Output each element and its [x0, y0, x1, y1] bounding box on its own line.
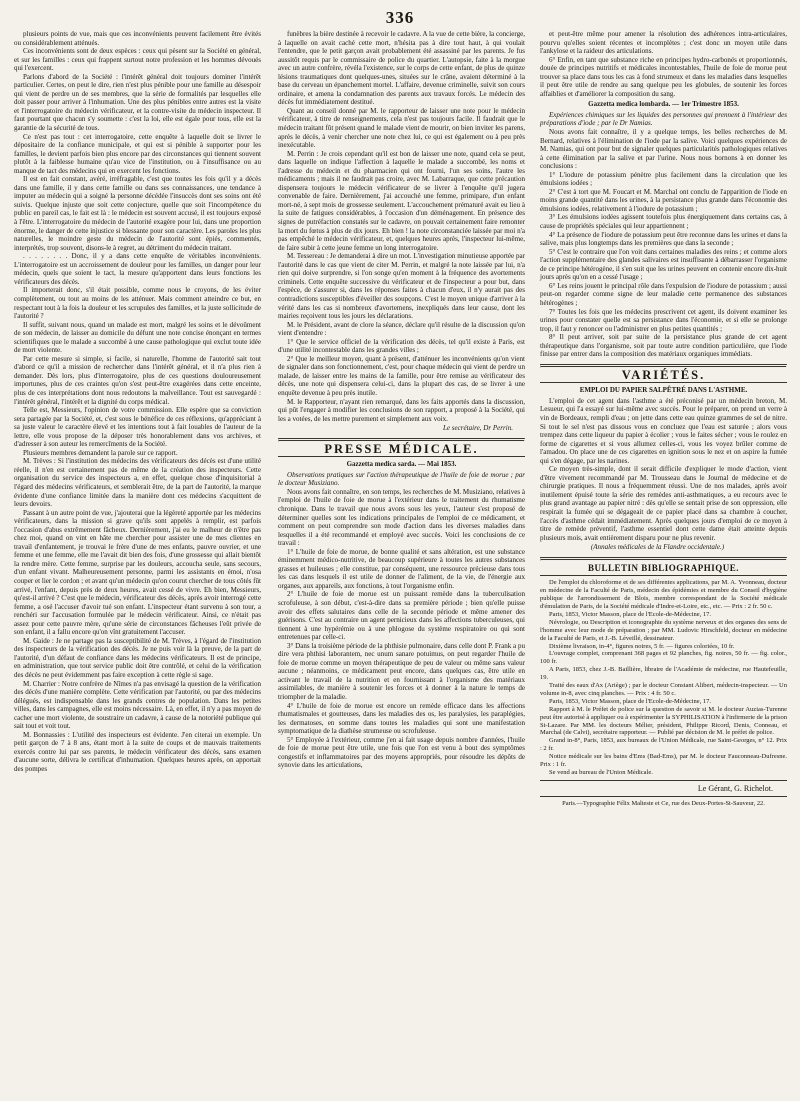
- bibliography-entry: Paris, 1853, Victor Masson, place de l'Ecole-de-Médecine, 17.: [549, 610, 712, 618]
- paragraph: M. Trèves : Si l'institution des médecins des vérificateurs des décès est d'une utilité réelle, il n'en est certainement pas de même de la création des inspecteurs. Cette organisation du service des inspecteurs a, en effet, quelque chose d'inquisitorial à l'égard des médecins vérificateurs, et semblerait être, de la part de l'autorité, la marque évidente d'une confiance limitée dans la manière dont ces médecins s'acquittent de leurs devoirs.: [14, 457, 261, 509]
- paragraph: 1° L'iodure de potassium pénètre plus facilement dans la circulation que les émulsions iodées ;: [540, 170, 787, 188]
- paragraph: Quant au conseil donné par M. le rapporteur de laisser une note pour le médecin vérificateur, à titre de renseignements, cela n'est pas toujours facile. Il faudrait que le médecin traitant fût présent quand le malade vient de mourir, on bien inviter les parens, après le décès, à venir chercher une note chez lui, ce qui est également ou à peu près inexécutable.: [278, 106, 525, 150]
- paragraph: 2° C'est à tort que M. Foucart et M. Marchal ont conclu de l'apparition de l'iode en moins grande quantité dans les urines, à la persistance plus grande dans l'économie des émulsions iodées, relativement à l'iodure de potassium ;: [540, 187, 787, 213]
- bibliography-entry: Paris, 1853, Victor Masson, place de l'Ecole-de-Médecine, 17.: [549, 697, 712, 705]
- paragraph: 2° L'huile de foie de morue est un puissant remède dans la tuberculisation scrofuleuse, à son début, c'est-à-dire dans sa première période ; bien qu'elle puisse avoir des effets salutaires dans celle de la seconde période et même amener des guérisons. C'est au contraire un agent pernicieux dans les affections tuberculeuses, qui tiennent à une hypérémie ou à une phlogose du système respiratoire ou qui sont entretenues par celle-ci.: [278, 590, 525, 642]
- bibliography-entry: Traité des eaux d'Ax (Ariège) ; par le docteur Constant Alibert, médecin-inspecteur. — Un volume in-8, avec cinq planches. — Prix : 4 fr. 50 c.: [540, 682, 787, 697]
- paragraph: M. le Président, avant de clore la séance, déclare qu'il résulte de la discussion qu'on vient d'entendre :: [278, 320, 525, 338]
- paragraph: . . . . . . . . Donc, il y a dans cette enquête de véritables inconvénients. L'interrogatoire est un accroissement de douleur pour les familles, un danger pour leur médecin, quels que soient le tact, la mesure qu'apportent dans leurs fonctions les vérificateurs des décès.: [14, 252, 261, 286]
- paragraph: Passant à un autre point de vue, j'ajouterai que la légèreté apportée par les médecins vérificateurs, dans la mission si grave qu'ils sont appelés à remplir, est parfois l'occasion d'abus extrêmement fâcheux. Dernièrement, j'ai eu le malheur de n'être pas chez moi, quand on vint en hâte me chercher pour assister une de mes clientes en travail d'enfantement, je trouvai le frère d'une de mes enfants, pauvre ouvrier, et une femme et une femme, elle me l'avait dit bien des fois, d'une grossesse qui allait bientôt la rendre mère. Cette femme, surprise par les douleurs, accoucha seule, sans secours, d'un enfant vivant. Malheureusement personne, parmi les assistants en émoi, n'osa couper et lier le cordon ; et avant qu'un médecin qu'on courut chercher de tous côtés fût arrivé, l'enfant, depuis près de deux heures, avait cessé de vivre. Eh bien, Messieurs, qu'est-il arrivé ? C'est que le médecin, vérificateur des décès, après avoir interrogé cette femme, a osé l'accuser d'avoir tué son enfant. L'inspecteur étant survenu à son tour, a renchéri sur l'accusation formulée par le médecin vérificateur. Ainsi, ce n'était pas assez pour cette pauvre mère, qu'une série de circonstances fâcheuses l'eût privée de son enfant, il a fallu encore qu'on vînt gratuitement l'accuser.: [14, 508, 261, 637]
- paragraph: Par cette mesure si simple, si facile, si naturelle, l'homme de l'autorité sait tout d'abord ce qu'il a mission de rechercher dans l'intérêt général, et il n'a plus rien à demander. Dès lors, plus d'interrogatoire, plus de ces questions douloureusement importunes, plus de ces craintes qu'on s'est peut-être exagérées dans cette enceinte, plus de ces interprétations dont nous redoutons la malveillance. Tout est sauvegardé : l'intérêt général, l'intérêt et la dignité du corps médical.: [14, 354, 261, 406]
- paragraph: 5° C'est le contraire que l'on voit dans certaines maladies des reins ; et comme alors l'action supplémentaire des glandes salivaires est insuffisante à débarrasser l'organisme de ce principe hétérogène, il s'en suit que les urines peuvent en contenir encore dix-huit jours après qu'on en a cessé l'usage ;: [540, 247, 787, 282]
- bibliography-entry: De l'emploi du chloroforme et de ses différentes applications, par M. A. Yvonneau, docteur en médecine de la Faculté de Paris, médecin des épidémies et membre du Conseil d'hygiène publique de l'arrondissement de Blois, membre correspondant de la Société médicale d'émulation de Paris, de la Société médicale d'Indre-et-Loire, etc., etc. — Prix : 2 fr. 50 c.: [540, 579, 787, 610]
- paragraph: M. Tessereau : Je demanderai à dire un mot. L'investigation minutieuse apportée par l'autorité dans le cas que vient de citer M. Perrin, et malgré la note laissée par lui, n'a rien qui doive surprendre, si l'on songe qu'en moment à la fréquence des avortements criminels. Cette enquête successive du vérificateur et de l'inspecteur a pour but, dans l'espèce, de s'assurer si, dans les réponses faites à chacun d'eux, il n'y aurait pas des contradictions susceptibles d'éveiller des soupçons. C'est le moyen unique d'arriver à la vérité dans les cas si nombreux d'avortemens, inexpliqués dans leur cause, dont les mairies reçoivent tous les jours les déclarations.: [278, 252, 525, 321]
- bibliography-entry: A Paris, 1853, chez J.-B. Baillière, libraire de l'Académie de médecine, rue Hautefeuille, 19.: [540, 666, 787, 682]
- bibliography-entry: Grand in-8°, Paris, 1853, aux bureaux de l'Union Médicale, rue Saint-Georges, n° 12. Prix : 2 fr.: [540, 737, 787, 753]
- paragraph: Il suffit, suivant nous, quand un malade est mort, malgré les soins et le dévoûment de son médecin, de laisser au domicile du défunt une note concise énonçant en termes scientifiques que le malade a succombé à une cause pathologique qui exclut toute idée de mort violente.: [14, 320, 261, 355]
- presse-source: Gazzetta medica sarda. — Mai 1853.: [346, 460, 457, 469]
- presse-source-2: Gazzetta medica lombarda. — 1er Trimestre 1853.: [588, 100, 739, 109]
- bibliography-entry: Dixième livraison, in-4°, figures noires, 5 fr. — figures coloriées, 10 fr.: [549, 642, 735, 650]
- paragraph: 8° Il peut arriver, soit par suite de la persistance plus grande de cet agent thérapeutique dans l'organisme, soit par toute autre condition particulière, que l'iode finisse par entrer dans la composition des matériaux organiques immédiats.: [540, 333, 787, 359]
- page-number: 336: [385, 8, 415, 27]
- paragraph: Ce n'est pas tout : cet interrogatoire, cette enquête à laquelle doit se livrer le dépositaire de la confiance municipale, et qui est si pénible à supporter pour les familles, le devient parfois bien plus encore par des circonstances qui tiennent souvent plutôt à la faiblesse humaine qu'au vice de l'institution, ou à l'insuffisance ou au manque de tact des médecins qui en exercent les fonctions.: [14, 132, 261, 175]
- varietes-subtitle: EMPLOI DU PAPIER SALPÊTRÉ DANS L'ASTHME.: [579, 386, 748, 395]
- paragraph: et peut-être même pour amener la résolution des adhérences intra-articulaires, pourvu qu'elles soient récentes et incomplètes ; c'est donc un moyen utile dans l'ankylose et la raideur des articulations.: [540, 30, 787, 56]
- bibliography-entry: Rapport à M. le Préfet de police sur la question de savoir si M. le docteur Auzias-Turenne peut être autorisé à appliquer ou à expérimenter la SYPHILISATION à l'infirmerie de la prison St-Lazare. Par MM. les docteurs Mélier, président, Philippe Ricord, Denis, Conneau, et Marchal (de Calvi), secrétaire rapporteur. — Publié par décision de M. le préfet de police.: [540, 705, 788, 737]
- paragraph: M. Charrier : Notre confrère de Nîmes n'a pas envisagé la question de la vérification des décès d'une manière complète. Cette vérification par l'autorité, ou par des médecins délégués, est indispensable dans les grands centres de population. Dans les petites villes, dans les campagnes, elle est moins nécessaire. Là, en effet, il n'y a pas moyen de cacher une mort violente, de soustraire un cadavre, à cause de la notoriété publique qui sait tout et voit tout.: [14, 679, 261, 731]
- paragraph: Plusieurs membres demandent la parole sur ce rapport.: [23, 448, 178, 457]
- secretary-signature: Le secrétaire, Dr Perrin.: [442, 424, 513, 433]
- paragraph: Telle est, Messieurs, l'opinion de votre commission. Elle espère que sa conviction sera partagée par la Société, et, c'est sous le bénéfice de ces réflexions, qu'appréciant à sa juste valeur le caractère élevé et les intentions tout à fait louables de l'auteur de la lettre, elle vous propose de la déposer très honorablement dans vos archives, et d'adresser à son auteur les remercîments de la Société.: [14, 406, 261, 449]
- paragraph: Ces inconvénients sont de deux espèces : ceux qui pèsent sur la Société en général, et sur les familles : ceux qui frappent surtout notre profession et les hommes dévoués qui l'exercent.: [14, 47, 261, 73]
- varietes-section-title: VARIÉTÉS.: [621, 367, 706, 382]
- paragraph: 2° Que le meilleur moyen, quant à présent, d'atténuer les inconvénients qu'on vient de signaler dans son fonctionnement, c'est, pour chaque médecin qui vient de perdre un malade, de laisser entre les mains de la famille, pour être remise au vérificateur des décès, une note qui dispensera celui-ci, dans la plupart des cas, de se livrer à une enquête devenue à peu près inutile.: [278, 354, 525, 397]
- column-left: [14, 30, 261, 774]
- printer-imprint: Paris.—Typographie Félix Malteste et Ce, rue des Deux-Portes-St-Sauveur, 22.: [562, 800, 765, 808]
- paragraph: M. Perrin : Je crois cependant qu'il est bon de laisser une note, quand cela se peut, dans laquelle on indique l'affection à laquelle le malade a succombé, les noms et l'adresse du médecin et du pharmacien qui ont fourni, l'un ses soins, l'autre les médicaments ; mais il ne faudrait pas croire, avec M. Labarraque, que cette précaution dispensera toujours le médecin vérificateur de se livrer à l'enquête qu'il jugera convenable de faire. Dernièrement, j'ai accouché une femme, primipare, d'un enfant mort-né, à sept mois de grossesse seulement. L'accouchement prématuré avait eu lieu à la suite de fatigues considérables, à l'occasion d'un déménagement. En présence des signes de putréfaction constatés sur le cadavre, on pouvait certainement faire remonter la mort du fœtus à plus de dix jours. Eh bien ! la note circonstanciée laissée par moi n'a pas empêché le médecin vérificateur, et, quelques heures après, l'inspecteur lui-même, de faire subir à cette jeune femme un long interrogatoire.: [278, 149, 525, 252]
- paragraph: Parlons d'abord de la Société : l'intérêt général doit toujours dominer l'intérêt particulier. Certes, on peut le dire, rien n'est plus pénible pour une famille au désespoir qui vient de perdre un de ses membres, que la série de formalités par lesquelles elle doit passer pour arriver à l'inhumation. Une des plus pénibles entre autres est la visite et l'interrogatoire du médecin vérificateur, et la contre-visite du médecin inspecteur. Il faut pourtant que chacun s'y soumette : c'est la loi, elle est égale pour tous, elle est la garantie de la sécurité de tous.: [14, 72, 261, 133]
- gerant-signature: Le Gérant, G. Richelot.: [697, 783, 773, 793]
- paragraph: 1° L'huile de foie de morue, de bonne qualité et sans altération, est une substance éminemment médico-nutritive, de beaucoup supérieure à toutes les autres substances grasses et huileuses ; elle constitue, par conséquent, une ressource précieuse dans tous les cas dans lesquels il est utile de donner de l'aliment, de la vie, de l'énergie aux organes, aux appareils, aux fonctions, à tout l'organisme enfin.: [278, 547, 525, 590]
- divider: [540, 780, 787, 781]
- paragraph: 3° Dans la troisième période de la phthisie pulmonaire, dans celle dont P. Frank a pu dire vera phthisi laborantem, nec unum sanare potuimus, on peut regarder l'huile de foie de morue comme un moyen thérapeutique de peu de valeur ou même sans valeur aucune ; néanmoins, ce médicament peut encore, dans quelques cas, être utile en activant le travail de la nutrition et en fournissant à l'organisme des matériaux assimilables, de manière à soutenir les forces et à donner à la nature le temps de triompher de la maladie.: [278, 641, 525, 702]
- paragraph: Ce moyen très-simple, dont il serait difficile d'expliquer le mode d'action, vient d'être vivement recommandé par M. Trousseau dans le Journal de médecine et de chirurgie pratiques. Il nous a fréquemment réussi. Une de nos malades, après avoir inutilement épuisé toute la série des remèdes anti-asthmatiques, a eu recours avec le plus grand avantage au papier nitré : dès qu'elle se sentait prise de son oppression, elle respirait la fumée qui se dégageait de ce papier placé dans sa chambre à coucher, l'accès d'asthme cédait immédiatement. Après quelques jours d'emploi de ce moyen à titre de remède préventif, l'asthme essentiel dont cette dame était atteinte depuis plusieurs mois, avait entièrement disparu pour ne plus revenir.: [540, 465, 787, 542]
- divider: [540, 382, 787, 383]
- paragraph: 6° Enfin, en tant que substance riche en principes hydro-carbonés et proportionnés, douée de principes nutritifs et médicales incontestables, l'huile de foie de morue peut trouver sa place dans tous les cas à fond strumeux et dans les maladies dans lesquelles il peut être utile de rendre au sang quelque peu les globules, de soutenir les forces affaiblies et d'améliorer la composition du sang.: [540, 55, 787, 98]
- paragraph: 5° Employée à l'extérieur, comme j'en ai fait usage depuis nombre d'années, l'huile de foie de morue peut être utile, une fois que l'on est venu à bout des symptômes congestifs et inflammatoires par des moyens appropriés, pour résoudre les dépôts de synovie dans les articulations,: [278, 735, 525, 770]
- article-title-2: Expériences chimiques sur les liquides des personnes qui prennent à l'intérieur des préparations d'iode ; par le Dr Namias.: [540, 110, 787, 128]
- paragraph: funèbres la bière destinée à recevoir le cadavre. A la vue de cette bière, la concierge, à laquelle on avait caché cette mort, n'hésita pas à dire tout haut, à qui voulait l'entendre, que le petit garçon avait probablement été assassiné par les parents. Je fus aussitôt requis par le commissaire de police du quartier. L'autopsie, faite à la morgue avec un autre confrère, révéla l'existence, sur le corps de cette enfant, de plus de quinze lésions traumatiques dont quelques-unes, situées sur le crâne, avaient déterminé à la base du cerveau un épanchement mortel. L'affaire, devenue criminelle, suivit son cours ordinaire, et amena la condamnation des parents aux travaux forcés. Le médecin des décès fut immédiatement destitué.: [278, 30, 525, 107]
- bibliography-entry: Se vend au bureau de l'Union Médicale.: [549, 769, 653, 777]
- paragraph: 7° Toutes les fois que les médecins prescrivent cet agent, ils doivent examiner les urines pour constater quelle est sa persistance dans l'économie, et si elle se prolonge trop, il faut y renoncer ou l'administrer en plus petites quantités ;: [540, 307, 787, 333]
- paragraph: plusieurs points de vue, mais que ces inconvénients peuvent facilement être évités ou considérablement atténués.: [14, 30, 261, 47]
- column-middle: [278, 30, 525, 770]
- bibliography-entry: Névrologie, ou Description et iconographie du système nerveux et des organes des sens de l'homme avec leur mode de préparation ; par MM. Ludovic Hirschfeld, docteur en médecine de la Faculté de Paris, et J.-B. Léveillé, dessinateur.: [540, 618, 787, 642]
- bulletin-section-title: BULLETIN BIBLIOGRAPHIQUE.: [587, 562, 740, 573]
- section-divider: [540, 557, 787, 561]
- divider: [540, 575, 787, 576]
- column-right: [540, 30, 787, 809]
- paragraph: Il importerait donc, s'il était possible, comme nous le croyons, de les éviter complètement, ou tout au moins de les atténuer. Mais comment atteindre ce but, en respectant tout à la fois la douleur et les scrupules des familles, et la juste sollicitude de l'autorité ?: [14, 286, 261, 321]
- paragraph: 6° Les reins jouent le principal rôle dans l'expulsion de l'iodure de potassium ; aussi peut-on regarder comme signe de leur maladie cette permanence des substances hétérogènes ;: [540, 281, 787, 307]
- paragraph: 4° La présence de l'iodure de potassium peut être reconnue dans les urines et dans la salive, mais plus longtemps dans les premières que dans la seconde ;: [540, 230, 787, 248]
- presse-article-title: Observations pratiques sur l'action thérapeutique de l'huile de foie de morue ; par le docteur Musiziano.: [278, 470, 525, 488]
- bibliography-entry: L'ouvrage complet, comprenant 368 pages et 92 planches, fig. noires, 50 fr. — fig. color., 100 fr.: [540, 650, 787, 666]
- paragraph: 4° L'huile de foie de morue est encore un remède efficace dans les affections rhumatismales et goutteuses, dans les maladies des os, les paralysies, les paraplégies, les dermatoses, en somme dans toutes les maladies qui sont une manifestation symptomatique de la diathèse strumeuse ou scrofuleuse.: [278, 701, 525, 736]
- paragraph: 1° Que le service officiel de la vérification des décès, tel qu'il existe à Paris, est d'une utilité incontestable dans les grandes villes ;: [278, 337, 525, 355]
- paragraph: M. le Rapporteur, n'ayant rien remarqué, dans les faits apportés dans la discussion, qui pût l'engager à modifier les conclusions de son rapport, a proposé à la Société, qui les a votées, de les mettre purement et simplement aux voix.: [278, 397, 525, 423]
- paragraph: Il est en fait constant, avéré, irréfragable, c'est que toutes les fois qu'il y a décès dans une famille, il y dans cette famille ou dans ses connaissances, une tendance à imputer au médecin qui a soigné la personne décédée l'insuccès dont ses soins ont été suivis. Quelque injuste que soit cette conjecture, quelle que soit l'incompétence du public en pareil cas, le fait est là : le médecin est souvent accusé, il est toujours exposé à l'être. L'interrogatoire du médecin de l'autorité exagère pour lui, dans une proportion énorme, le danger de cette injustice si blessante pour son caractère. Les paroles les plus naturelles, le moindre geste du médecin de l'autorité sont épiés, commentés, interprétés, trop souvent, disons-le à regret, au détriment du médecin traitant.: [14, 175, 261, 252]
- paragraph: M. Bonnassies : L'utilité des inspecteurs est évidente. J'en citerai un exemple. Un petit garçon de 7 à 8 ans, étant mort à la suite de coups et de mauvais traitements exercés contre lui par ses parents, le médecin vérificateur des décès, sans examen d'aucune sorte, délivra le certificat d'inhumation. Quelques heures après, on apportait des pompes: [14, 730, 261, 774]
- bibliography-entry: Notice médicale sur les bains d'Ems (Bad-Ems), par M. le docteur Fauconneau-Dufresne. Prix : 1 fr.: [540, 753, 787, 769]
- paragraph: Nous avons fait connaître, il y a quelque temps, les belles recherches de M. Bernard, relatives à l'élimination de l'iode par la salive. Voici quelques expériences de M. Namias, qui ont pour but de signaler quelques particularités pathologiques relatives à cette élimination par la salive et par l'urine. Nous nous bornons à en donner les conclusions :: [540, 128, 787, 171]
- paragraph: M. Gaide : Je ne partage pas la susceptibilité de M. Trèves, à l'égard de l'institution des inspecteurs de la vérification des décès. Je ne puis voir là la preuve, de la part de l'autorité, d'un défaut de confiance dans les médecins vérificateurs. Il est de principe, en administration, que tout service public doit être contrôlé, et celui de la vérification des décès ne peut évidemment pas faire exception à cette règle si sage.: [14, 636, 261, 680]
- presse-section-title: PRESSE MÉDICALE.: [324, 441, 479, 456]
- paragraph: Nous avons fait connaître, en son temps, les recherches de M. Musiziano, relatives à l'emploi de l'huile de foie de morue à l'extérieur dans le traitement du rhumatisme chronique. Dans le travail que nous avons sous les yeux, l'auteur s'est proposé de déterminer quelles sont les indications principales de l'emploi de ce médicament, et comment on peut comprendre son mode d'action dans les diverses maladies dans lesquelles il a été recommandé et employé avec succès. Voici les conclusions de ce travail :: [278, 487, 525, 548]
- varietes-source: (Annales médicales de la Flandre occidentale.): [590, 543, 725, 552]
- divider: [540, 796, 787, 797]
- paragraph: L'emploi de cet agent dans l'asthme a été préconisé par un médecin breton, M. Lesueur, qui l'a essayé sur lui-même avec succès. Pour le préparer, on prend un verre à vin de Bordeaux, rempli d'eau ; on jette dans cette eau quinze grammes de sel de nitre. Si tout le sel n'est pas dissous vous en concluez que l'eau est saturée ; alors vous trempez dans cette liqueur du papier à écolier ; vous le faites sécher ; vous le roulez en forme de cigarettes et si vous allumez celles-ci, vous les voyez brûler comme de l'amadou. On place une de ces cigarettes en ignition sous le nez et on aspire la fumée qui s'en dégage, par les narines.: [540, 396, 787, 465]
- divider: [278, 456, 525, 457]
- paragraph: 3° Les émulsions iodées agissent toutefois plus énergiquement dans certains cas, à cause de propriétés spéciales qui leur appartiennent ;: [540, 213, 787, 231]
